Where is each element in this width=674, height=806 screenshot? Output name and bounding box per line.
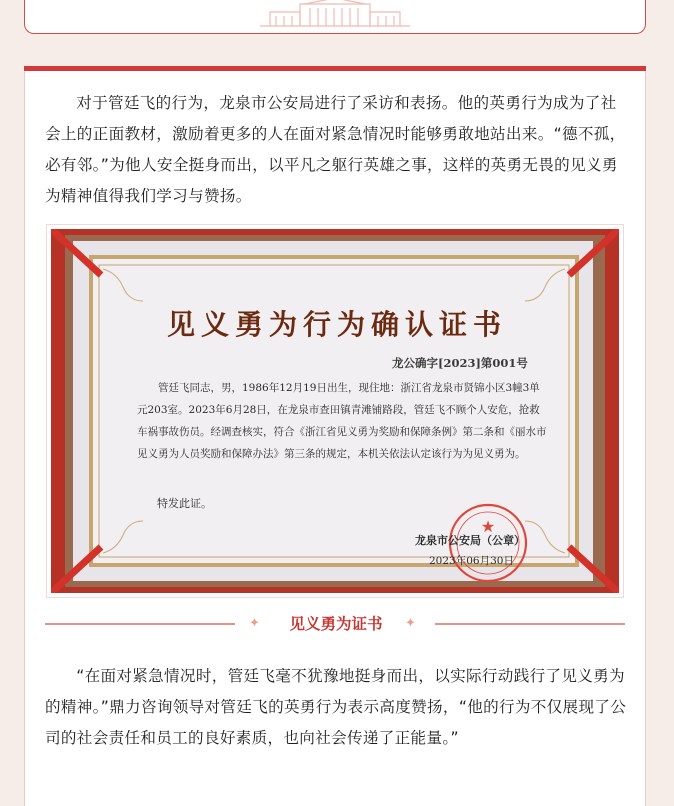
closing-paragraph: “在面对紧急情况时，管廷飞毫不犹豫地挺身而出，以实际行动践行了见义勇为的精神。”鼎力咨询领导对管廷飞的英勇行为表示高度赞扬，“他的行为不仅展现了公司的社会责任和员工的良好素质，也向社会传递了正能量。” — [45, 667, 627, 747]
sparkle-icon: ✦ — [249, 616, 260, 631]
building-line-art — [260, 0, 410, 28]
sparkle-icon: ✦ — [405, 616, 416, 631]
svg-text:★: ★ — [480, 517, 496, 536]
article-card — [24, 66, 646, 806]
certificate-ending: 特发此证。 — [157, 497, 212, 510]
certificate-photo — [46, 224, 624, 598]
image-caption: 见义勇为证书 — [289, 615, 383, 633]
caption-divider-left — [45, 623, 235, 625]
intro-paragraph: 对于管廷飞的行为，龙泉市公安局进行了采访和表扬。他的英勇行为成为了社会上的正面教材，激励着更多的人在面对紧急情况时能够勇敢地站出来。“德不孤，必有邻。”为他人安全挺身而出，以平凡之躯行英雄之事，这样的英勇无畏的见义勇为精神值得我们学习与赞扬。 — [45, 94, 626, 205]
certificate-title: 见义勇为行为确认证书 — [166, 308, 507, 341]
certificate-body: 管廷飞同志，男，1986年12月19日出生，现住地：浙江省龙泉市贤锦小区3幢3单元203室。2023年6月28日，在龙泉市查田镇青滩铺路段，管廷飞不顾个人安危，抢救车祸事故伤员。经调查核实，符合《浙江省见义勇为奖励和保障条例》第二条和《丽水市见义勇为人员奖励和保障办法》第三条的规定，本机关依法认定该行为为见义勇为。 — [137, 382, 547, 460]
certificate-signature: 龙泉市公安局（公章） — [415, 534, 525, 547]
accent-bar — [24, 66, 646, 71]
caption-row — [25, 606, 645, 640]
caption-divider-right — [435, 623, 625, 625]
certificate-number: 龙公确字[2023]第001号 — [392, 356, 528, 370]
top-banner-card — [24, 0, 646, 34]
certificate-date: 2023年06月30日 — [429, 555, 514, 567]
